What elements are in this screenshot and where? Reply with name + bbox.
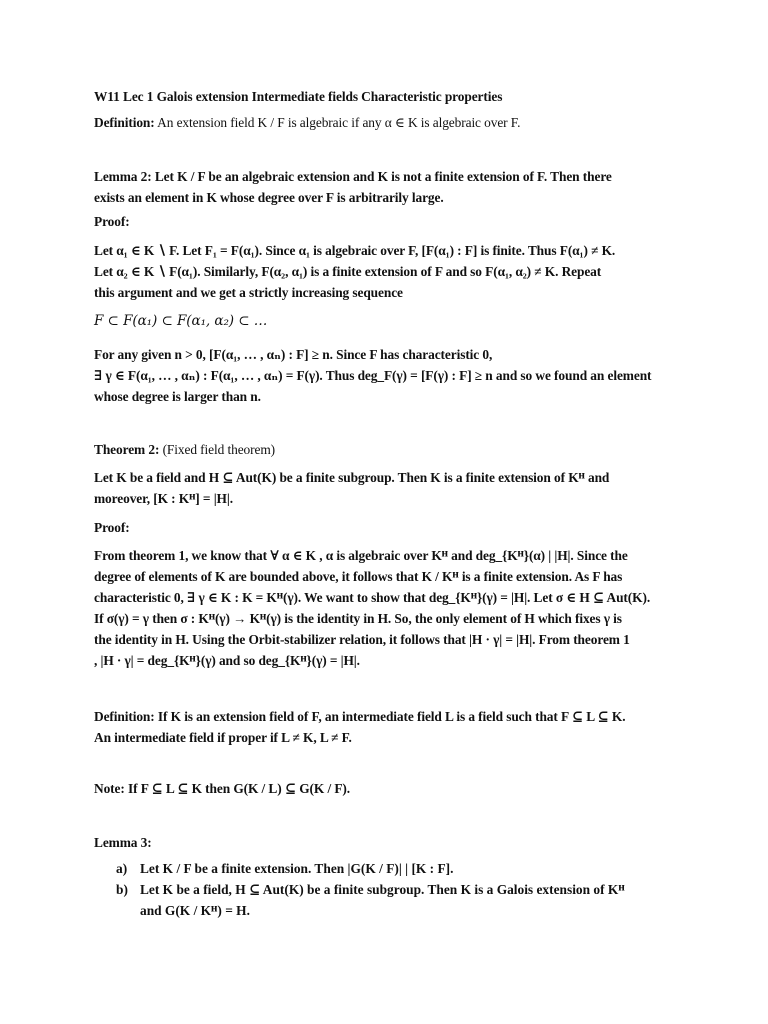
increasing-sequence: F ⊂ F(α₁) ⊂ F(α₁, α₂) ⊂ … [94,313,268,329]
list-item-continuation [116,900,676,921]
lemma-label: Lemma 2: [94,169,152,184]
list-item-text: and G(K / Kᴴ) = H. [140,903,250,918]
proof-label: Proof: [94,520,130,535]
definition-text: An extension field K / F is algebraic if any α ∈ K is algebraic over F. [157,115,521,130]
list-item [116,879,676,900]
document-title: W11 Lec 1 Galois extension Intermediate fields Characteristic properties [94,89,503,104]
list-marker: b) [116,882,128,897]
definition-algebraic [94,112,684,133]
proof-line: this argument and we get a strictly increasing sequence [94,285,403,300]
definition-intermediate-field [94,706,684,748]
proof-line: the identity in H. Using the Orbit-stabilizer relation, it follows that |H · γ| = |H|. From theorem 1 [94,632,630,647]
lemma-line-2: exists an element in K whose degree over F is arbitrarily large. [94,190,444,205]
proof-line: whose degree is larger than n. [94,389,261,404]
note-label: Note: [94,781,125,796]
definition-label: Definition: [94,115,155,130]
proof-line: Let α₂ ∈ K ∖ F(α₁). Similarly, F(α₂, α₁) is a finite extension of F and so F(α₁, α₂) ≠ K. Repeat [94,264,602,279]
proof-label: Proof: [94,214,130,229]
proof-line: ∃ γ ∈ F(α₁, … , αₙ) : F(α₁, … , αₙ) = F(γ). Thus deg_F(γ) = [F(γ) : F] ≥ n and so we found an element [94,368,652,383]
list-marker: a) [116,861,128,876]
note [94,778,684,799]
theorem-line: moreover, [K : Kᴴ] = |H|. [94,491,233,506]
lemma-2 [94,166,684,208]
theorem-label: Theorem 2: [94,442,160,457]
note-text: If F ⊆ L ⊆ K then G(K / L) ⊆ G(K / F). [127,781,351,796]
lemma-line-1: Let K / F be an algebraic extension and K is not a finite extension of F. Then there [154,169,612,184]
proof-1-conclusion [94,344,684,407]
lemma-3-list [116,858,676,921]
proof-line: , |H · γ| = deg_{Kᴴ}(γ) and so deg_{Kᴴ}(γ) = |H|. [94,653,360,668]
definition-label: Definition: [94,709,155,724]
theorem-subtitle: (Fixed field theorem) [162,442,276,457]
list-item [116,858,676,879]
list-item-text: Let K / F be a finite extension. Then |G(K / F)| | [K : F]. [140,861,454,876]
proof-line: characteristic 0, ∃ γ ∈ K : K = Kᴴ(γ). We want to show that deg_{Kᴴ}(γ) = |H|. Let σ ∈ H ⊆ Aut(K). [94,590,651,605]
definition-line: If K is an extension field of F, an intermediate field L is a field such that F ⊆ L ⊆ K. [157,709,626,724]
proof-1-body [94,240,684,303]
proof-line: degree of elements of K are bounded above, it follows that K / Kᴴ is a finite extension. As F has [94,569,623,584]
proof-line: If σ(γ) = γ then σ : Kᴴ(γ) → Kᴴ(γ) is the identity in H. So, the only element of H which fixes γ is [94,611,622,626]
theorem-line: Let K be a field and H ⊆ Aut(K) be a finite subgroup. Then K is a finite extension of Kᴴ and [94,470,610,485]
proof-2-body [94,545,684,671]
proof-line: From theorem 1, we know that ∀ α ∈ K , α is algebraic over Kᴴ and deg_{Kᴴ}(α) | |H|. Since the [94,548,628,563]
list-item-text: Let K be a field, H ⊆ Aut(K) be a finite subgroup. Then K is a Galois extension of Kᴴ [140,882,625,897]
theorem-2-body [94,467,684,509]
proof-line: For any given n > 0, [F(α₁, … , αₙ) : F] ≥ n. Since F has characteristic 0, [94,347,493,362]
proof-line: Let α₁ ∈ K ∖ F. Let F₁ = F(α₁). Since α₁ is algebraic over F, [F(α₁) : F] is finite. Thus F(α₁) ≠ K. [94,243,616,258]
lemma-3-label: Lemma 3: [94,835,152,850]
theorem-2-heading [94,439,684,460]
definition-line: An intermediate field if proper if L ≠ K, L ≠ F. [94,730,352,745]
